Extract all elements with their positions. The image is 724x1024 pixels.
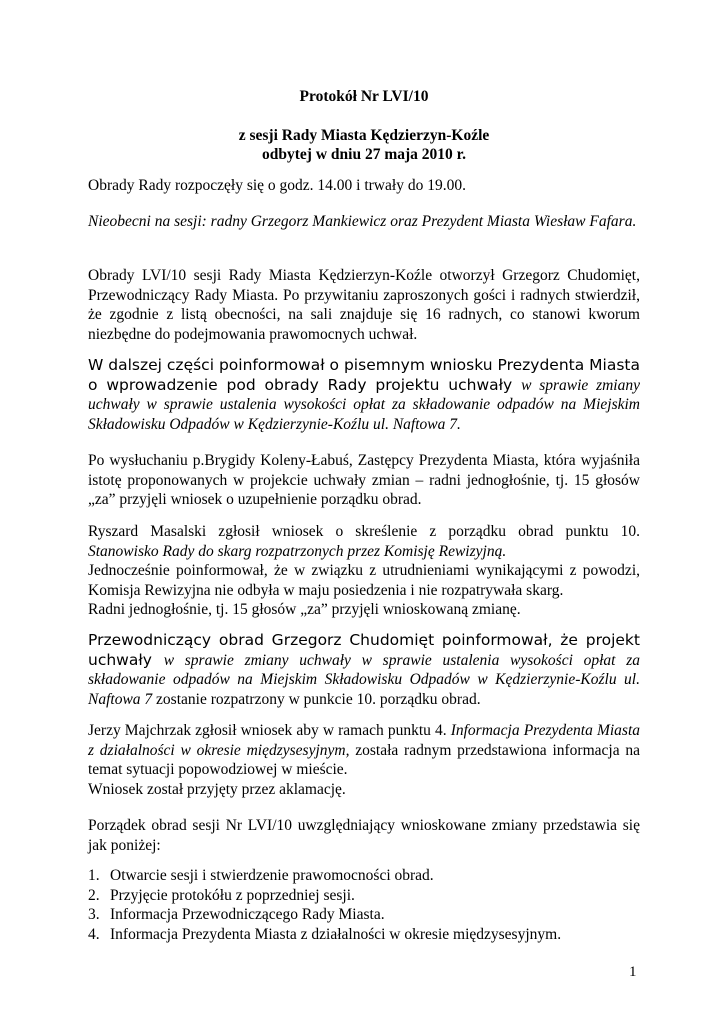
document-title: Protokół Nr LVI/10 [299, 88, 429, 105]
majchrzak-line-2: Wniosek został przyjęty przez aklamację. [88, 780, 346, 798]
paragraph-agenda-intro: Porządek obrad sesji Nr LVI/10 uwzględniający wnioskowane zmiany przedstawia się jak poniżej: [88, 817, 640, 854]
list-item: 2. Przyjęcie protokółu z poprzedniej sesji. [88, 886, 355, 904]
resolution-title: w sprawie zmiany uchwały w sprawie ustalenia wysokości opłat za składowanie odpadów na Miejskim Składowisku Odpadów w Kędzierzynie-Koźlu ul. Naftowa 7. [88, 376, 640, 433]
masalski-line-1: Ryszard Masalski zgłosił wniosek o skreślenie z porządku obrad punktu 10. [88, 523, 640, 540]
chairman-tail: zostanie rozpatrzony w punkcie 10. porządku obrad. [152, 690, 481, 708]
chairman-resolution-title: w sprawie zmiany uchwały w sprawie ustalenia wysokości opłat za składowanie odpadów na Miejskim Składowisku Odpadów w Kędzierzynie-Koźlu ul. Naftowa 7 [88, 651, 640, 708]
chairman-text: Przewodniczący obrad Grzegorz Chudomięt poinformował, że projekt uchwały [88, 631, 640, 669]
paragraph-motion-president [88, 356, 640, 434]
paragraph-session-time: Obrady Rady rozpoczęły się o godz. 14.00 i trwały do 19.00. [88, 177, 466, 194]
page-number: 1 [629, 964, 637, 980]
agenda-list [88, 866, 640, 944]
motion-text: W dalszej części poinformował o pisemnym wniosku Prezydenta Miasta o wprowadzenie pod obrady Rady projektu uchwały [88, 356, 640, 394]
masalski-line-4: Radni jednogłośnie, tj. 15 głosów „za” przyjęli wnioskowaną zmianę. [88, 601, 521, 619]
paragraph-masalski [88, 522, 640, 620]
list-item: 3. Informacja Przewodniczącego Rady Miasta. [88, 906, 385, 924]
list-item: 1. Otwarcie sesji i stwierdzenie prawomocności obrad. [88, 867, 434, 884]
masalski-line-2: Stanowisko Rady do skarg rozpatrzonych przez Komisję Rewizyjną. [88, 542, 507, 560]
subtitle-line-2: odbytej w dniu 27 maja 2010 r. [262, 146, 466, 163]
paragraph-opening: Obrady LVI/10 sesji Rady Miasta Kędzierzyn-Koźle otworzył Grzegorz Chudomięt, Przewodniczący Rady Miasta. Po przywitaniu zaproszonych gości i radnych stwierdził, że zgodnie z listą obecności, na sali znajduje się 16 radnych, co stanowi kworum niezbędne do podejmowania prawomocnych uchwał. [88, 267, 640, 343]
masalski-line-3: Jednocześnie poinformował, że w związku z utrudnieniami wynikającymi z powodzi, Komisja Rewizyjna nie odbyła w maju posiedzenia i nie rozpatrywała skarg. [88, 562, 640, 599]
paragraph-absent: Nieobecni na sesji: radny Grzegorz Mankiewicz oraz Prezydent Miasta Wiesław Fafara. [88, 213, 637, 230]
list-item: 4. Informacja Prezydenta Miasta z działalności w okresie międzysesyjnym. [88, 925, 562, 943]
paragraph-majchrzak: Jerzy Majchrzak zgłosił wniosek aby w ramach punktu 4. Informacja Prezydenta Miasta z działalności w okresie międzysesyjnym, została radnym przedstawiona informacja na temat sytuacji popowodziowej w mieście. Wniosek został przyjęty przez aklamację. [88, 722, 641, 798]
subtitle-line-1: z sesji Rady Miasta Kędzierzyn-Koźle [238, 127, 490, 144]
document-subtitle [88, 126, 640, 164]
paragraph-chairman [88, 631, 640, 709]
paragraph-explanation: Po wysłuchaniu p.Brygidy Koleny-Łabuś, Zastępcy Prezydenta Miasta, która wyjaśniła istotę proponowanych w projekcie uchwały zmian – radni jednogłośnie, tj. 15 głosów „za” przyjęli wniosek o uzupełnienie porządku obrad. [88, 452, 640, 509]
